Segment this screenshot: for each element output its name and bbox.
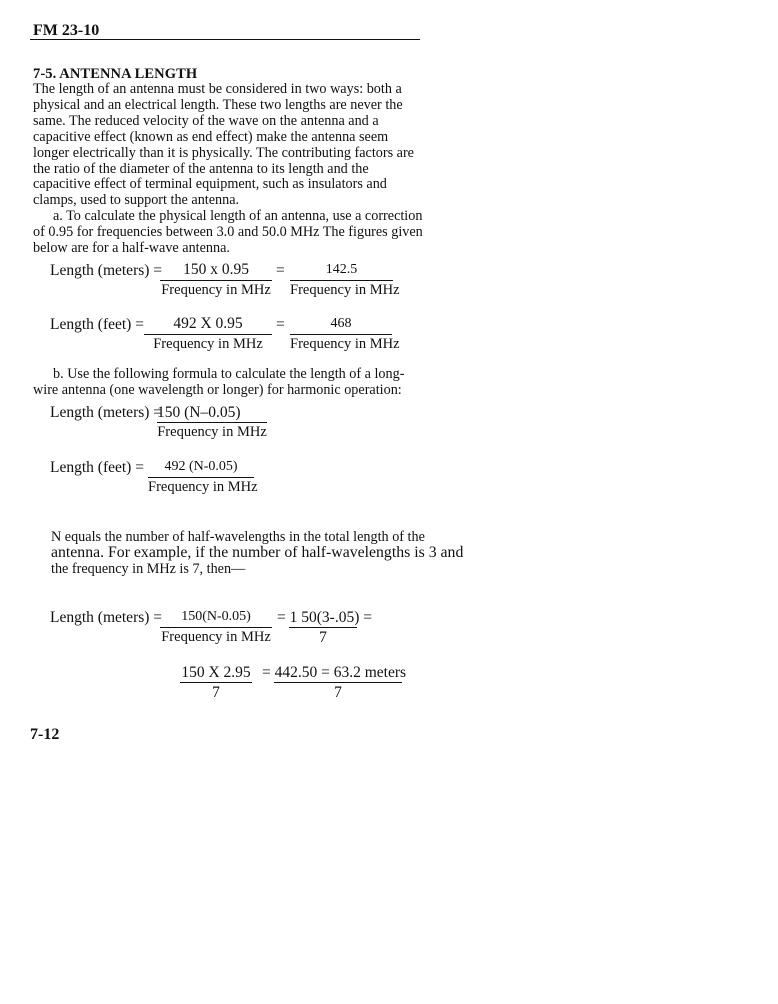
formula-numerator: 150 X 2.95	[181, 664, 251, 681]
formula-numerator: 150(N-0.05)	[181, 609, 251, 624]
formula-result-numerator: 142.5	[325, 262, 358, 277]
formula-denominator: Frequency in MHz	[148, 479, 258, 495]
fraction-bar	[180, 682, 252, 683]
formula-label: Length (meters) =	[50, 262, 163, 279]
manual-id: FM 23-10	[33, 22, 100, 39]
formula-denominator: 7	[212, 684, 220, 701]
header-divider	[30, 39, 420, 40]
formula-label: Length (meters) =	[50, 609, 163, 626]
equals-sign: =	[276, 262, 285, 279]
formula-numerator: 150 x 0.95	[183, 261, 249, 278]
formula-denominator: Frequency in MHz	[153, 336, 263, 352]
fraction-bar	[274, 682, 402, 683]
fraction-bar	[290, 334, 392, 335]
fraction-bar	[148, 477, 254, 478]
formula-result: = 442.50 = 63.2 meters	[262, 664, 407, 681]
paragraph-n-line-3: the frequency in MHz is 7, then—	[51, 561, 246, 577]
formula-substitution: = 1 50(3-.05) =	[277, 609, 372, 626]
formula-label: Length (feet) =	[50, 316, 144, 333]
formula-numerator: 492 (N-0.05)	[164, 459, 238, 474]
paragraph-b-block	[33, 367, 423, 399]
formula-denominator: Frequency in MHz	[161, 282, 271, 298]
paragraph-n-line-2: antenna. For example, if the number of half-wavelengths is 3 and	[51, 544, 464, 561]
formula-denominator: 7	[334, 684, 342, 701]
fraction-bar	[160, 280, 272, 281]
formula-denominator: 7	[319, 629, 327, 646]
formula-denominator: Frequency in MHz	[161, 629, 271, 645]
fraction-bar	[157, 422, 267, 423]
fraction-bar	[160, 627, 272, 628]
formula-result-denominator: Frequency in MHz	[290, 282, 400, 298]
formula-label: Length (feet) =	[50, 459, 144, 476]
page-number: 7-12	[30, 726, 60, 743]
intro-text-block	[33, 82, 423, 257]
formula-numerator: 492 X 0.95	[173, 315, 243, 332]
fraction-bar	[289, 627, 357, 628]
paragraph-a: a. To calculate the physical length of an antenna, use a correction of 0.95 for frequencies between 3.0 and 50.0 MHz The figures given below are for a half-wave antenna.	[33, 208, 423, 257]
equals-sign: =	[276, 316, 285, 333]
formula-numerator: 150 (N–0.05)	[157, 404, 241, 421]
formula-label: Length (meters) =	[50, 404, 163, 421]
fraction-bar	[144, 334, 272, 335]
paragraph-b: b. Use the following formula to calculate the length of a long-wire antenna (one wavelength or longer) for harmonic operation:	[33, 366, 405, 398]
section-title: 7-5. ANTENNA LENGTH	[33, 66, 198, 82]
formula-result-denominator: Frequency in MHz	[290, 336, 400, 352]
intro-paragraph: The length of an antenna must be considered in two ways: both a physical and an electrical length. These two lengths are never the same. The reduced velocity of the wave on the antenna and a capacitive effect (known as end effect) make the antenna seem longer electrically than it is physically. The contributing factors are the ratio of the diameter of the antenna to its length and the capacitive effect of terminal equipment, such as insulators and clamps, used to support the antenna.	[33, 81, 414, 209]
fraction-bar	[290, 280, 393, 281]
paragraph-n-line-1: N equals the number of half-wavelengths in the total length of the	[51, 529, 425, 545]
formula-denominator: Frequency in MHz	[157, 424, 267, 440]
formula-result-numerator: 468	[330, 316, 352, 331]
